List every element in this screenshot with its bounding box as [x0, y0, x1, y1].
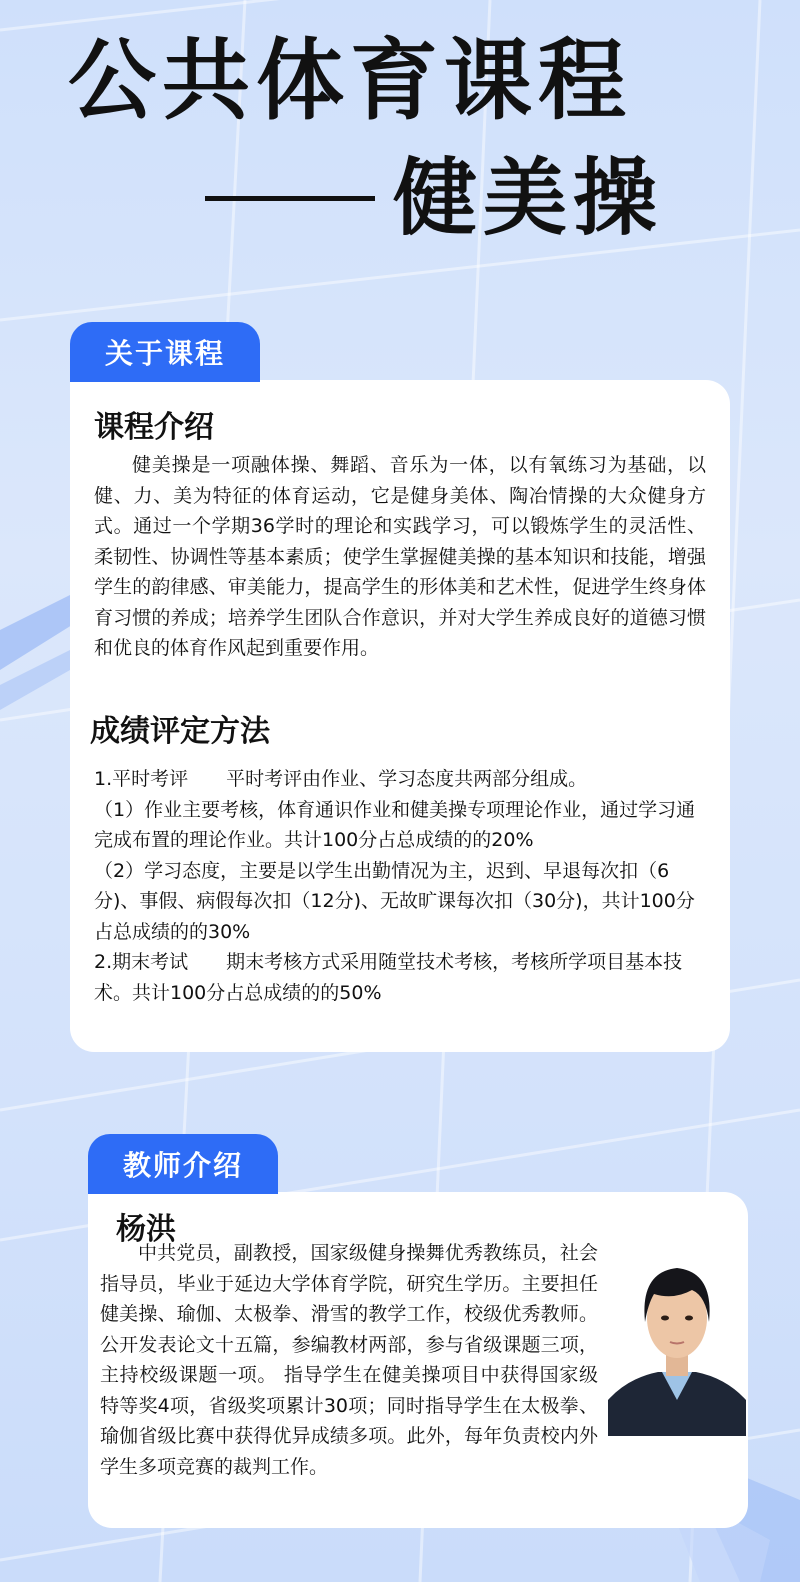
- grading-line: 2.期末考试 期末考核方式采用随堂技术考核，考核所学项目基本技术。共计100分占总成绩的的50%: [94, 951, 683, 1004]
- grading-list: [94, 764, 706, 1008]
- teacher-bio: 中共党员，副教授，国家级健身操舞优秀教练员，社会指导员，毕业于延边大学体育学院，研究生学历。主要担任健美操、瑜伽、太极拳、滑雪的教学工作，校级优秀教师。公开发表论文十五篇，参编教材两部，参与省级课题三项，主持校级课题一项。 指导学生在健美操项目中获得国家级特等奖4项，省级奖项累计30项；同时指导学生在太极拳、瑜伽省级比赛中获得优异成绩多项。此外，每年负责校内外学生多项竞赛的裁判工作。: [100, 1242, 598, 1478]
- teacher-name: 杨洪: [116, 1212, 176, 1247]
- decorative-stripes: [0, 590, 80, 730]
- subtitle-text: 健美操: [393, 149, 664, 247]
- grading-line: （2）学习态度，主要是以学生出勤情况为主，迟到、早退每次扣（6分)、事假、病假每次扣（12分)、无故旷课每次扣（30分)，共计100分占总成绩的的30%: [94, 859, 695, 943]
- poster-subtitle: [205, 148, 663, 249]
- tab-about-course: 关于课程: [70, 322, 260, 382]
- tab-teacher-intro: 教师介绍: [88, 1134, 278, 1194]
- teacher-photo: [608, 1250, 746, 1436]
- portrait-image: [608, 1250, 746, 1436]
- course-card: [70, 380, 730, 1052]
- grading-heading: 成绩评定方法: [90, 714, 270, 749]
- dash-line: [205, 196, 375, 201]
- poster-title: 公共体育课程: [68, 29, 633, 132]
- grading-line: （1）作业主要考核，体育通识作业和健美操专项理论作业，通过学习通完成布置的理论作业。共计100分占总成绩的的20%: [94, 798, 696, 851]
- teacher-card: [88, 1192, 748, 1528]
- intro-heading: 课程介绍: [94, 410, 214, 445]
- intro-paragraph: 健美操是一项融体操、舞蹈、音乐为一体，以有氧练习为基础，以健、力、美为特征的体育运动，它是健身美体、陶冶情操的大众健身方式。通过一个学期36学时的理论和实践学习，可以锻炼学生的灵活性、柔韧性、协调性等基本素质；使学生掌握健美操的基本知识和技能，增强学生的韵律感、审美能力，提高学生的形体美和艺术性，促进学生终身体育习惯的养成；培养学生团队合作意识，并对大学生养成良好的道德习惯和优良的体育作风起到重要作用。: [94, 454, 706, 659]
- grading-line: 1.平时考评 平时考评由作业、学习态度共两部分组成。: [94, 768, 588, 790]
